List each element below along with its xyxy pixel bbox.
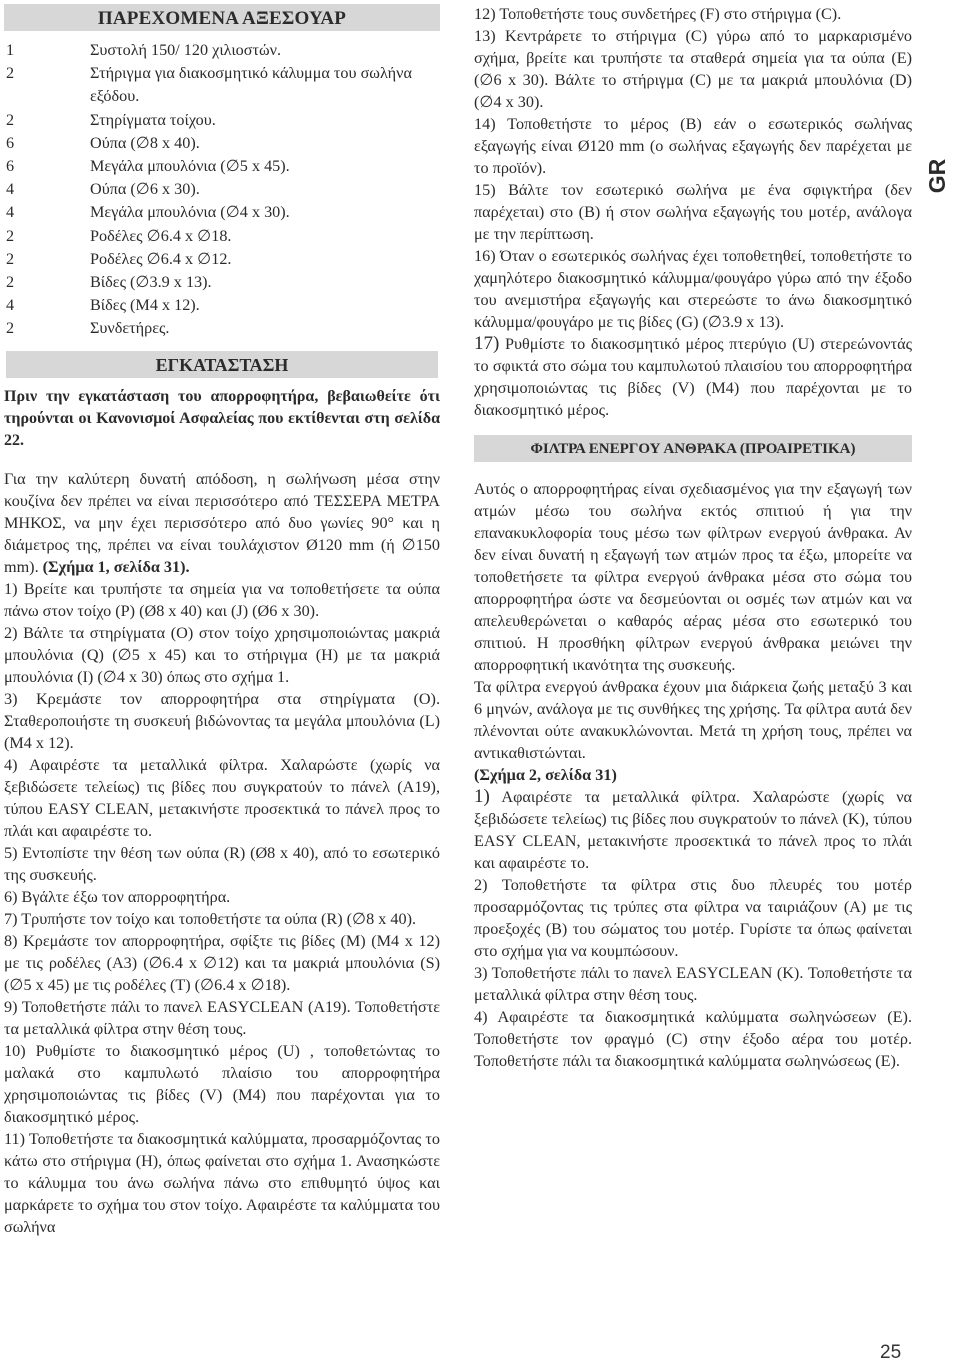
step-6: 6) Βγάλτε έξω τον απορροφητήρα. (4, 887, 231, 906)
step-11: 11) Τοποθετήστε τα διακοσμητικά καλύμματα, προσαρμόζοντας το κάτω στο στήριγμα (H), όπως φαίνεται στο σχήμα 1. Ανασηκώστε το κάλυμμα του άνω σωλήνα πάνω στο επιθυμητό ύψος και μαρκάρετε το σχήμα του στον τοίχο. Αφαιρέστε τα καλύμματα του σωλήνα (4, 1129, 440, 1236)
step-7: 7) Τρυπήστε τον τοίχο και τοποθετήστε τα ούπα (R) (∅8 x 40). (4, 909, 417, 928)
list-item: 4 Μεγάλα μπουλόνια (∅4 x 30). (6, 203, 290, 222)
list-item: 2 Ροδέλες ∅6.4 x ∅12. (6, 249, 232, 268)
language-tab-label: GR (924, 158, 951, 194)
figure-reference: (Σχήμα 1, σελίδα 31). (42, 557, 190, 576)
step-17: 17) Ρυθμίστε το διακοσμητικό μέρος πτερύγιο (U) στερεώνοντάς το σφικτά στο σώμα του καμπυλωτού πλαισίου του απορροφητήρα χρησιμοποιώντας τις βίδες (V) (M4) που παρέχονται με το διακοσμητικό μέρος. (474, 333, 912, 419)
step-12: 12) Τοποθετήστε τους συνδετήρες (F) στο στήριγμα (C). (474, 5, 842, 23)
list-item: 4 Ούπα (∅6 x 30). (6, 180, 200, 199)
step-15: 15) Βάλτε τον εσωτερικό σωλήνα με ένα σφιγκτήρα (δεν παρέχεται) στο (B) ή στον σωλήνα εξαγωγής του μοτέρ, ανάλογα με την περίπτωση. (474, 181, 912, 243)
list-item: 2 Στήριγμα για διακοσμητικό κάλυμμα του σωλήνα εξόδου. (6, 64, 412, 106)
step-8: 8) Κρεμάστε τον απορροφητήρα, σφίξτε τις βίδες (M) (M4 x 12) με τις ροδέλες (A3) (∅6.4 x ∅12) και τα μακριά μπουλόνια (S) (∅5 x 45) με τις ροδέλες (T) (∅6.4 x ∅18). (4, 931, 440, 994)
right-column (474, 3, 912, 1072)
carbon-step-1: 1) Αφαιρέστε τα μεταλλικά φίλτρα. Χαλαρώστε (χωρίς να ξεβιδώσετε τελείως) τις βίδες που συγκρατούν το πάνελ (K), τύπου EASY CLEAN, μετακινήστε προσεκτικά το πάνελ προς το πλάι και αφαιρέστε το. (474, 786, 912, 872)
step-13: 13) Κεντράρετε το στήριγμα (C) γύρω από το μαρκαρισμένο σχήμα, βρείτε και τρυπήστε τα σταθερά σημεία για τα ούπα (E) (∅6 x 30). Βάλτε το στήριγμα (C) με τα μακριά μπουλόνια (D) (∅4 x 30). (474, 27, 912, 111)
left-column (4, 0, 440, 1238)
carbon-step-3: 3) Τοποθετήστε πάλι το πανελ EASYCLEAN (K). Τοποθετήστε τα μεταλλικά φίλτρα στην θέση τους. (474, 964, 912, 1004)
list-item: 2 Βίδες (∅3.9 x 13). (6, 273, 212, 292)
carbon-step-4: 4) Αφαιρέστε τα διακοσμητικά καλύμματα σωληνώσεων (E). Τοποθετήστε τον φραγμό (C) στην έξοδο αέρα του μοτέρ. Τοποθετήστε πάλι τα διακοσμητικά καλύμματα σωληνώσεως (E). (474, 1008, 912, 1070)
language-tab-gr (923, 156, 955, 196)
list-item: 6 Ούπα (∅8 x 40). (6, 133, 200, 152)
carbon-paragraph-1: Αυτός ο απορροφητήρας είναι σχεδιασμένος για την εξαγωγή των ατμών μέσω του σωλήνα εκτός σπιτιού ή για την επανακυκλοφορία τους μέσω των φίλτρων ενεργού άνθρακα. Αν δεν είναι δυνατή η εξαγωγή των ατμών προς τα έξω, μπορείτε να τοποθετήσετε τα φίλτρα ενεργού άνθρακα μέσα στο σώμα του απορροφητήρα ώστε να δεσμεύονται οι οσμές των ατμών και να απελευθερώνεται ο καθαρός αέρας μέσα στο εσωτερικό του σπιτιού. Η προσθήκη φίλτρων ενεργού άνθρακα μειώνει την απορροφητική ικανότητα της συσκευής. (474, 480, 912, 674)
step-10: 10) Ρυθμίστε το διακοσμητικό μέρος (U) , τοποθετώντας το μαλακά στο καμπυλωτό πλαίσιο του απορροφητήρα χρησιμοποιώντας τις βίδες (V) (M4) που παρέχονται για το διακοσμητικό μέρος. (4, 1041, 440, 1126)
step-16: 16) Όταν ο εσωτερικός σωλήνας έχει τοποθετηθεί, τοποθετήστε το χαμηλότερο διακοσμητικό κάλυμμα/φουγάρο γύρω από την έξοδο του ανεμιστήρα εξαγωγής και στερεώστε το άνω διακοσμητικό κάλυμμα/φουγάρο με τις βίδες (G) (∅3.9 x 13). (474, 247, 912, 331)
page-number: 25 (880, 1342, 902, 1363)
carbon-step-2: 2) Τοποθετήστε τα φίλτρα στις δυο πλευρές του μοτέρ προσαρμόζοντας τις τρύπες στα φίλτρα να ταιριάζουν (A) με τις προεξοχές (B) του σώματος του μοτέρ. Γυρίστε τα όπως φαίνεται στο σχήμα για να κουμπώσουν. (474, 876, 912, 960)
list-item: 2 Ροδέλες ∅6.4 x ∅18. (6, 226, 232, 245)
carbon-paragraph-2: Τα φίλτρα ενεργού άνθρακα έχουν μια διάρκεια ζωής μεταξύ 3 και 6 μηνών, ανάλογα με τις συνθήκες της χρήσης. Τα φίλτρα αυτά δεν πλένονται ούτε ανακυκλώνονται. Μετά τη χρήση τους, πρέπει να αντικαθιστώνται. (474, 678, 912, 762)
step-3: 3) Κρεμάστε τον απορροφητήρα στα στηρίγματα (O). Σταθεροποιήστε τη συσκευή βιδώνοντας τα μεγάλα μπουλόνια (L) (M4 x 12). (4, 689, 440, 752)
step-2: 2) Βάλτε τα στηρίγματα (O) στον τοίχο χρησιμοποιώντας μακριά μπουλόνια (Q) (∅5 x 45) και το στήριγμα (H) με τα μακριά μπουλόνια (I) (∅4 x 30) όπως στο σχήμα 1. (4, 623, 440, 686)
safety-intro: Πριν την εγκατάσταση του απορροφητήρα, βεβαιωθείτε ότι τηρούνται οι Κανονισμοί Ασφαλείας που εκτίθενται στη σελίδα 22. (4, 387, 440, 449)
list-item: 6 Μεγάλα μπουλόνια (∅5 x 45). (6, 157, 290, 176)
step-1: 1) Βρείτε και τρυπήστε τα σημεία για να τοποθετήσετε τα ούπα πάνω στον τοίχο (P) (Ø8 x 40) και (J) (Ø6 x 30). (4, 579, 440, 620)
carbon-filters-heading: ΦΙΛΤΡΑ ΕΝΕΡΓΟΥ ΑΝΘΡΑΚΑ (ΠΡΟΑΙΡΕΤΙΚΑ) (474, 435, 912, 462)
list-item: 4 Βίδες (M4 x 12). (6, 296, 200, 315)
installation-heading: ΕΓΚΑΤΑΣΤΑΣΗ (6, 351, 438, 378)
list-item: 2 Στηρίγματα τοίχου. (6, 110, 216, 129)
accessories-list (4, 39, 440, 341)
step-4: 4) Αφαιρέστε τα μεταλλικά φίλτρα. Χαλαρώστε (χωρίς να ξεβιδώσετε τελείως) τις βίδες που συγκρατούν το πάνελ (A19), τύπου EASY CLEAN, μετακινήστε προσεκτικά το πάνελ προς το πλάι και αφαιρέστε το. (4, 755, 440, 840)
step-5: 5) Εντοπίστε την θέση των ούπα (R) (Ø8 x 40), από το εσωτερικό της συσκευής. (4, 843, 440, 884)
list-item: 2 Συνδετήρες. (6, 319, 170, 338)
list-item: 1 Συστολή 150/ 120 χιλιοστών. (6, 41, 282, 59)
figure-reference: (Σχήμα 2, σελίδα 31) (474, 766, 617, 784)
step-14: 14) Τοποθετήστε το μέρος (B) εάν ο εσωτερικός σωλήνας εξαγωγής είναι Ø120 mm (ο σωλήνας εξαγωγής δεν παρέχεται με το προϊόν). (474, 115, 912, 177)
accessories-heading: ΠΑΡΕΧΟΜΕΝΑ ΑΞΕΣΟΥΑΡ (4, 4, 440, 31)
step-9: 9) Τοποθετήστε πάλι το πανελ EASYCLEAN (A19). Τοποθετήστε τα μεταλλικά φίλτρα στην θέση τους. (4, 997, 440, 1038)
paragraph: Για την καλύτερη δυνατή απόδοση, η σωλήνωση μέσα στην κουζίνα δεν πρέπει να είναι περισσότερο από ΤΕΣΣΕΡΑ ΜΕΤΡΑ ΜΗΚΟΣ, να μην έχει περισσότερο από δυο γωνίες 90° και η διάμετρος της, πρέπει να είναι τουλάχιστον Ø120 mm (ή ∅150 mm). (Σχήμα 1, σελίδα 31). (4, 469, 440, 576)
